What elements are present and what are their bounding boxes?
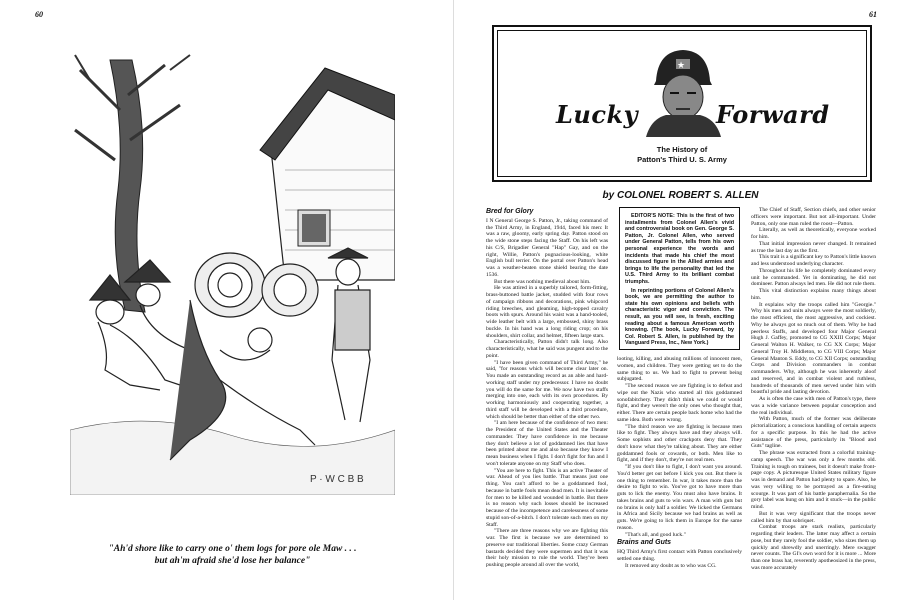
col1-paragraph: But there was nothing medieval about him.	[494, 278, 591, 285]
editors-note-paragraph: EDITOR'S NOTE: This is the first of two installments from Colonel Allen's vivid and controversial book on Gen. George S. Patton, Jr. Colonel Allen, who served under General Patton, tells from his own personal experience the words and incidents that made his chief the most discussed figure in the Allied armies and brings to life the personality that led the U.S. Third Army to its brilliant combat triumphs.	[625, 213, 734, 285]
cartoon-caption	[60, 543, 405, 567]
col3-paragraph: The phrase was extracted from a colorful training-camp speech. The war was only a few months old. Training is tough on trainees, but it doesn't make front-page copy. A picturesque United States military figure was in demand and Patton had plenty to spare. Also, he was very willing to be portrayed as a fire-eating scourge. It was part of his battle paraphernalia. So the gory label was hung on him and it stuck—in the public mind.	[751, 450, 876, 510]
cartoon-illustration	[70, 50, 395, 495]
section-heading-brains-and-guts: Brains and Guts	[617, 539, 672, 547]
subtitle	[494, 145, 870, 164]
col1-paragraph: "There are three reasons why we are fighting this war. The first is because we are determined to preserve our traditional liberties. Some crazy German bastards decided they were supermen and that it was their holy mission to rule the world. They've been pushing people around all over the world,	[486, 528, 608, 568]
editors-note-box	[619, 207, 740, 350]
col3-paragraph: Combat troops are stark realists, particularly regarding their leaders. The latter may affect a certain pose, but they rarely fool the soldier, who sizes them up quickly and shrewdly and unerringly. Mere swagger never counts. The GI's own word for it is more ... More than one brass hat, reverently apotheosized in the press, was more accurately	[751, 524, 876, 571]
article-column-2	[617, 356, 742, 590]
subtitle-line-1: The History of	[656, 145, 708, 154]
col2-paragraph: "The second reason we are fighting is to defeat and wipe out the Nazis who started all this goddamned sonofabitchery. They didn't think we could or would fight, and they weren't the only ones who thought that, either. There are certain people back home who had the same idea. Both were wrong.	[617, 383, 742, 423]
col3-paragraph: That initial impression never changed. It remained as true the last day as the first.	[751, 240, 876, 254]
col1-paragraph: "I have been given command of Third Army," he said, "for reasons which will become clear later on. You made an outstanding record as an able and hard-working staff under my predecessor. I have no doubt you will do the same for me. We now have two staffs merging into one, each with its own procedures. By working harmoniously and cooperating together, a third staff will be developed with a third procedure, which should be better than either of the other two.	[486, 359, 608, 420]
right-page	[453, 0, 906, 600]
col1-paragraph: I N General George S. Patton, Jr., taking command of the Third Army, in England, 1944, faced his men: It was a raw, gloomy, early spring day. Patton stood on the wide stone steps facing the Staff. On his left was his C/S, Brigadier General "Hap" Gay, and on the right, Willie, Patton's pugnacious-looking, white English bull terrier. On the portal over Patton's head was a weather-beaten stone shield bearing the date 1536.	[486, 217, 608, 278]
col3-paragraph: This vital distinction explains many things about him.	[751, 288, 876, 301]
title-box	[492, 25, 872, 182]
col3-paragraph: It explains why the troops called him "Georgie." Why his men and units always were the most soldierly, the most efficient, the most aggressive, and cockiest. Why he always got so much out of them. Why he had peerless Staffs, and developed four Major General Hugh J. Gaffey, promoted to CG XXIII Corps; Major General Walton H. Walker, to CG XX Corps; Major General Troy H. Middleton, to CG VIII Corps; Major General Manton S. Eddy, to CG XII Corps; outstanding Corps and Division commanders in combat commanders. Why, although he was inherently aloof and reserved, and in combat violent and ruthless, hundreds of thousands of men served under him with boastful pride and lasting devotion.	[751, 301, 876, 396]
editors-note-paragraph: In reprinting portions of Colonel Allen's book, we are permitting the author to state his own opinions and beliefs with characteristic vigor and conviction. The result, as you will see, is fresh, exciting reading about a famous American worth knowing. (The book, Lucky Forward, by Col. Robert S. Allen, is published by the Vanguard Press, Inc., New York.)	[625, 287, 734, 347]
col3-paragraph: As is often the case with men of Patton's type, there was a wide variance between popular conception and the real individual.	[751, 396, 876, 416]
col3-paragraph: Throughout his life he completely dominated every unit he commanded. Yet in dominating, he did not domineer. Patton always led men. He did not rule them.	[751, 267, 876, 288]
byline: by COLONEL ROBERT S. ALLEN	[602, 190, 759, 201]
title-lucky: Lucky	[556, 100, 639, 129]
col2-tail-paragraph: It removed any doubt as to who was CG.	[625, 562, 717, 569]
col3-paragraph: The Chief of Staff, Section chiefs, and other senior officers were important. But not all-important. Under Patton, only one man ruled the roost—Patton.	[751, 207, 876, 227]
subtitle-line-2: Patton's Third U. S. Army	[637, 154, 727, 164]
page-number-right: 61	[869, 10, 877, 19]
col1-paragraph: "You are here to fight. This is an active Theater of war. Ahead of you lies battle. That means just one thing. You can't afford to be a goddamned fool, because in battle fools mean dead men. It is inevitable for men to be killed and wounded in battle. But there is no reason why such losses should be increased because of the incompetence and carelessness of some stupid son-of-a-bitch. I don't tolerate such men on my Staff.	[486, 467, 608, 528]
col2-tail-paragraph: HQ Third Army's first contact with Patton conclusively settled one thing.	[617, 549, 742, 562]
col2-paragraph: "The third reason we are fighting is because men like to fight. They always have and they always will. Some sophists and other crackpots deny that. They don't know what they're talking about. They are either goddamned fools or cowards, or both. Men like to fight, and if they don't, they're not real men.	[617, 423, 742, 464]
title-forward: Forward	[716, 100, 830, 129]
col3-paragraph: With Patton, much of the former was deliberate pictorialization; a conscious handling of certain aspects for a specific purpose. In this he had the active assistance of the press, particularly its "Blood and Guts" tagline.	[751, 416, 876, 450]
col3-paragraph: Literally, as well as theoretically, everyone worked for him.	[751, 227, 876, 240]
col3-paragraph: But it was very significant that the troops never called him by that sobriquet.	[751, 510, 876, 524]
caption-line-2: but ah'm afraid she'd lose her balance"	[154, 556, 311, 566]
article-column-3	[751, 207, 876, 590]
article-column-1	[486, 207, 608, 590]
col1-paragraph: "I am here because of the confidence of two men: the President of the United States and the Theater commander. They have confidence in me because they don't believe a lot of goddamned lies that have been printed about me and also because they know I mean business when I fight. I don't fight for fun and I won't tolerate anyone on my Staff who does.	[486, 420, 608, 467]
section-heading-bred-for-glory: Bred for Glory	[486, 208, 534, 215]
col1-paragraph: He was attired in a superbly tailored, form-fitting, brass-buttoned battle jacket, studded with four rows of campaign ribbons and decorations, pink whipcord riding breeches, and gleaming, high-topped cavalry boots with spurs. Around his waist was a hand-tooled, wide leather belt with a large, embossed, shiny brass buckle. In his hand was a long riding crop; on his shoulders, shirt collar, and helmet, fifteen large stars.	[486, 285, 608, 339]
svg-text:★: ★	[677, 61, 686, 71]
col2-paragraph: "That's all, and good luck."	[625, 531, 686, 538]
col2-paragraph: looting, killing, and abusing millions of innocent men, women, and children. They were getting set to do the same thing to us. We had to fight to prevent being subjugated.	[617, 356, 742, 383]
col2-paragraph: "If you don't like to fight, I don't want you around. You'd better get out before I kick you out. But there is one thing to remember. In war, it takes more than the desire to fight to win. You've got to have more than guts to lick the enemy. You must also have brains. It takes brains and guts to win wars. A man with guts but no brains is only half a soldier. We licked the Germans in Africa and Sicily because we had brains as well as guts. We're going to lick them in Europe for the same reason.	[617, 464, 742, 531]
col3-paragraph: This trait is a significant key to Patton's little known and less understood underlying character.	[751, 254, 876, 267]
patton-portrait-icon	[646, 45, 721, 137]
page-number-left: 60	[35, 10, 43, 19]
caption-line-1: "Ah'd shore like to carry one o' them logs for pore ole Maw . . .	[108, 544, 357, 554]
svg-text:P · W C B B: P · W C B B	[310, 474, 364, 485]
col1-paragraph: Characteristically, Patton didn't talk long. Also characteristically, what he said was pungent and to the point.	[486, 339, 608, 359]
